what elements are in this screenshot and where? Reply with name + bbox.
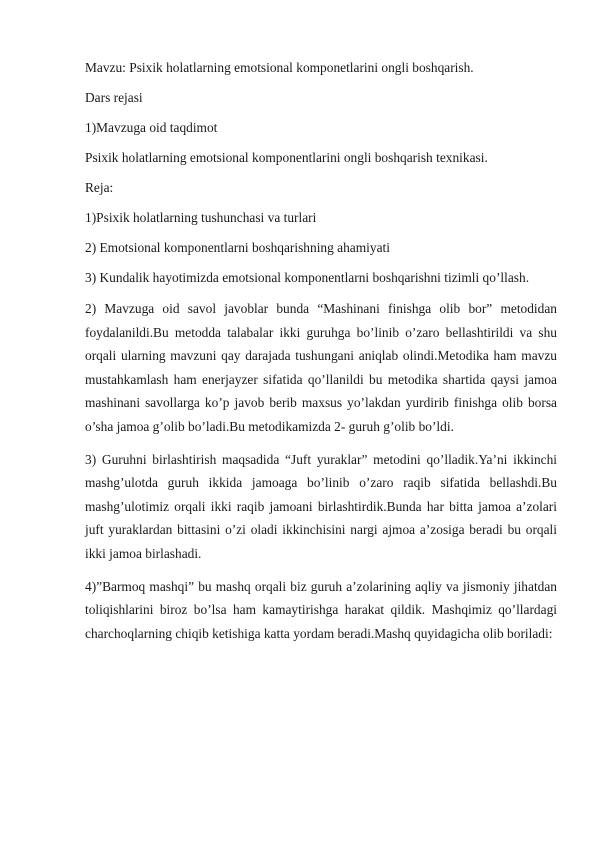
paragraph: 4)”Barmoq mashqi” bu mashq orqali biz guruh a’zolarining aqliy va jismoniy jihatdan toliqishlarini biroz bo’lsa ham kamaytirishga harakat qildik. Mashqimiz qo’llardagi charchoqlarning chiqib ketishiga katta yordam beradi.Mashq quyidagicha olib boriladi: <box>85 578 557 641</box>
reja-item: 2) Emotsional komponentlarni boshqarishning ahamiyati <box>85 240 390 255</box>
reja-heading: Reja: <box>85 180 114 195</box>
plan-heading: Dars rejasi <box>85 90 143 105</box>
document-body <box>85 57 557 654</box>
paragraph: 2) Mavzuga oid savol javoblar bunda “Mashinani finishga olib bor” metodidan foydalanildi.Bu metodda talabalar ikki guruhga bo’linib o’zaro bellashtirildi va shu orqali ularning mavzuni qay darajada tushungani aniqlab olindi.Metodika ham mavzu mustahkamlash ham enerjayzer sifatida qo’llanildi bu metodika shartida qaysi jamoa mashinani savollarga ko’p javob berib maxsus yo’lakdan yurdirib finishga olib borsa o’sha jamoa g’olib bo’ladi.Bu metodikamizda 2- guruh g’olib bo’ldi. <box>85 301 557 434</box>
topic-line: Mavzu: Psixik holatlarning emotsional komponetlarini ongli boshqarish. <box>85 60 474 75</box>
plan-item: 1)Mavzuga oid taqdimot <box>85 120 218 135</box>
reja-item: 1)Psixik holatlarning tushunchasi va turlari <box>85 210 317 225</box>
paragraph: 3) Guruhni birlashtirish maqsadida “Juft yuraklar” metodini qo’lladik.Ya’ni ikkinchi mashg’ulotda guruh ikkida jamoaga bo’linib o’zaro raqib sifatida bellashdi.Bu mashg’ulotimiz orqali ikki raqib jamoani birlashtirdik.Bunda har bitta jamoa a’zolari juft yuraklardan bittasini o’zi oladi ikkinchisini nargi ajmoa a’zosiga beradi bu orqali ikki jamoa birlashadi. <box>85 451 557 561</box>
subtitle-line: Psixik holatlarning emotsional komponentlarini ongli boshqarish texnikasi. <box>85 150 488 165</box>
reja-item: 3) Kundalik hayotimizda emotsional komponentlarni boshqarishni tizimli qo’llash. <box>85 270 530 285</box>
